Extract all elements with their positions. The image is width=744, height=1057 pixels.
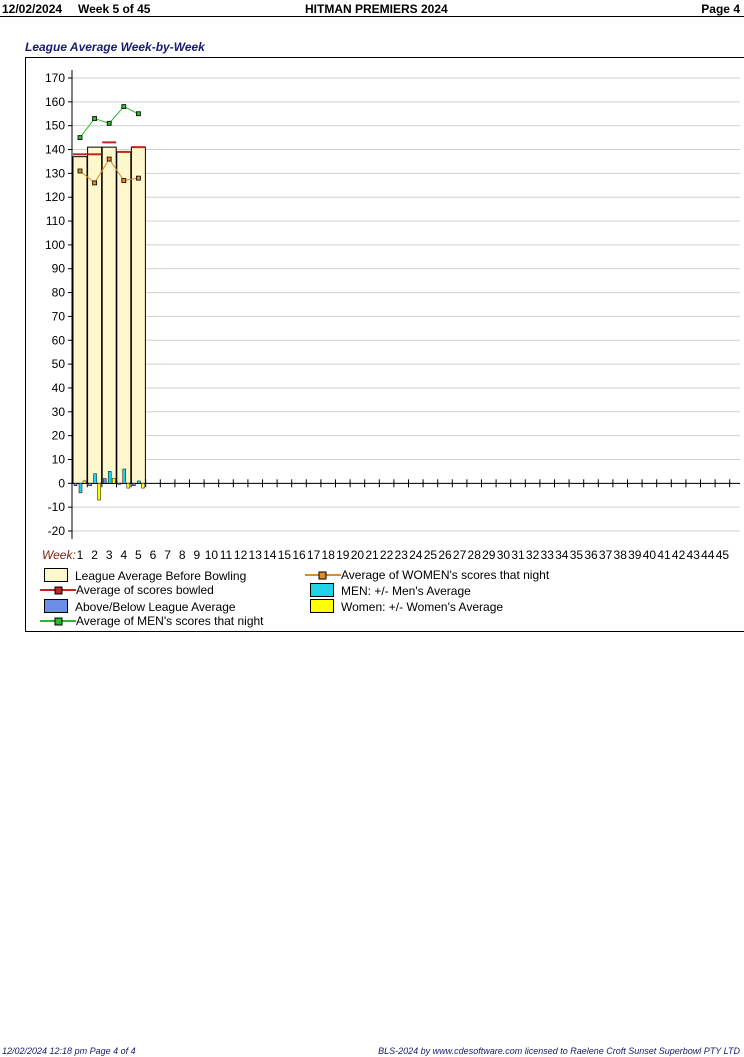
league-average-bar (131, 147, 145, 483)
header-date: 12/02/2024 (2, 2, 63, 16)
y-tick-label: 70 (51, 309, 65, 324)
x-tick-label: 16 (292, 548, 306, 562)
legend-label: Average of MEN's scores that night (76, 614, 264, 628)
x-tick-label: 33 (540, 548, 554, 562)
legend-label: Above/Below League Average (75, 600, 236, 614)
x-tick-label: 23 (394, 548, 408, 562)
x-tick-label: 9 (193, 548, 201, 562)
legend-swatch-icon (310, 583, 334, 597)
x-tick-label: 32 (525, 548, 540, 562)
legend-label: Average of WOMEN's scores that night (341, 568, 550, 582)
x-tick-label: 26 (438, 548, 452, 562)
deviation-bar (108, 471, 111, 483)
legend-item-men-night-average (40, 614, 264, 628)
y-tick-label: 80 (51, 285, 65, 300)
y-tick-label: 100 (44, 237, 65, 252)
x-tick-label: 17 (306, 548, 321, 562)
legend-label: Average of scores bowled (76, 583, 214, 597)
footer-right: BLS-2024 by www.cdesoftware.com licensed to Raelene Croft Sunset Superbowl PTY LTD (378, 1046, 740, 1056)
x-tick-label: 28 (467, 548, 481, 562)
deviation-bar (79, 483, 82, 493)
league-average-bar (73, 157, 87, 484)
x-tick-label: 2 (91, 548, 98, 562)
x-tick-label: 4 (120, 548, 128, 562)
footer-left: 12/02/2024 12:18 pm Page 4 of 4 (2, 1046, 136, 1056)
legend-item-men-plus-minus (310, 583, 471, 598)
y-tick-label: 50 (51, 357, 65, 372)
x-tick-label: 35 (569, 548, 584, 562)
line-marker-icon (40, 584, 76, 596)
y-tick-label: 110 (45, 214, 65, 229)
y-tick-label: 20 (51, 428, 65, 443)
x-tick-label: 42 (671, 548, 686, 562)
deviation-bar (123, 469, 126, 483)
x-tick-label: 7 (164, 548, 171, 562)
y-tick-label: 170 (44, 71, 65, 85)
deviation-bar (132, 483, 135, 485)
x-tick-label: 38 (613, 548, 627, 562)
line-marker-icon (40, 615, 76, 627)
x-tick-label: 27 (452, 548, 467, 562)
x-tick-label: 39 (628, 548, 642, 562)
legend-swatch-icon (44, 599, 68, 613)
x-tick-label: 43 (686, 548, 700, 562)
deviation-bar (74, 483, 77, 485)
league-average-bar (102, 147, 116, 483)
legend-item-league-average (44, 568, 246, 583)
legend-item-women-night-average (305, 568, 549, 582)
x-tick-label: 5 (135, 548, 142, 562)
series-point (107, 157, 111, 161)
y-tick-label: 40 (51, 380, 65, 395)
y-tick-label: 140 (44, 142, 65, 157)
x-tick-label: 40 (642, 548, 657, 562)
legend-label: Women: +/- Women's Average (341, 600, 504, 614)
header-page: Page 4 (701, 2, 740, 16)
x-tick-label: 14 (263, 548, 277, 562)
x-axis-label: Week: (42, 548, 76, 562)
x-tick-label: 44 (701, 548, 715, 562)
x-tick-label: 20 (350, 548, 365, 562)
y-tick-label: 120 (44, 190, 65, 205)
deviation-bar (94, 474, 97, 484)
deviation-bar (118, 483, 121, 484)
deviation-bar (141, 483, 144, 488)
y-tick-label: 90 (51, 261, 65, 276)
series-point (122, 179, 126, 183)
series-point (107, 121, 111, 125)
league-average-bar (117, 152, 131, 483)
x-tick-label: 25 (423, 548, 438, 562)
y-tick-label: 30 (51, 404, 65, 419)
header-week: Week 5 of 45 (78, 2, 151, 16)
deviation-bar (103, 479, 106, 484)
x-tick-label: 19 (336, 548, 350, 562)
x-tick-label: 24 (409, 548, 423, 562)
legend-label: MEN: +/- Men's Average (341, 584, 471, 598)
x-tick-label: 31 (511, 548, 525, 562)
line-marker-icon (305, 569, 341, 581)
deviation-bar (98, 483, 101, 500)
chart-title: League Average Week-by-Week (25, 40, 205, 54)
x-tick-label: 3 (105, 548, 113, 562)
y-tick-label: 60 (51, 333, 65, 348)
deviation-bar (127, 483, 130, 488)
x-tick-label: 10 (204, 548, 219, 562)
x-tick-label: 34 (555, 548, 569, 562)
y-tick-label: 10 (51, 452, 65, 467)
series-point (93, 181, 97, 185)
x-tick-label: 15 (277, 548, 292, 562)
series-point (136, 112, 140, 116)
legend-swatch-icon (44, 568, 68, 582)
legend-item-scores-bowled (40, 583, 214, 597)
x-tick-label: 21 (365, 548, 379, 562)
deviation-bar (89, 483, 92, 485)
y-tick-label: -20 (47, 524, 65, 538)
y-tick-label: -10 (47, 500, 65, 515)
x-tick-label: 45 (715, 548, 730, 562)
series-point (122, 105, 126, 109)
x-tick-label: 22 (379, 548, 394, 562)
x-tick-label: 11 (219, 548, 233, 562)
legend-swatch-icon (310, 599, 334, 613)
legend-item-women-plus-minus (310, 599, 503, 614)
series-point (78, 169, 82, 173)
x-tick-label: 13 (248, 548, 262, 562)
y-tick-label: 0 (58, 476, 65, 491)
legend-item-above-below (44, 599, 236, 614)
header-title: HITMAN PREMIERS 2024 (305, 2, 448, 16)
y-tick-label: 150 (44, 118, 65, 133)
x-tick-label: 12 (233, 548, 248, 562)
x-tick-label: 41 (657, 548, 671, 562)
y-tick-label: 130 (44, 166, 65, 181)
x-tick-label: 30 (496, 548, 511, 562)
x-tick-label: 1 (76, 548, 84, 562)
deviation-bar (137, 481, 140, 483)
deviation-bar (112, 479, 115, 484)
league-average-bar (88, 147, 102, 483)
x-tick-label: 37 (598, 548, 613, 562)
x-tick-label: 29 (482, 548, 496, 562)
legend-label: League Average Before Bowling (75, 569, 247, 583)
series-point (136, 176, 140, 180)
series-point (93, 117, 97, 121)
x-tick-label: 18 (321, 548, 335, 562)
series-point (78, 136, 82, 140)
deviation-bar (83, 481, 86, 483)
y-tick-label: 160 (44, 94, 65, 109)
x-tick-label: 36 (584, 548, 598, 562)
x-tick-label: 6 (149, 548, 157, 562)
x-tick-label: 8 (178, 548, 186, 562)
